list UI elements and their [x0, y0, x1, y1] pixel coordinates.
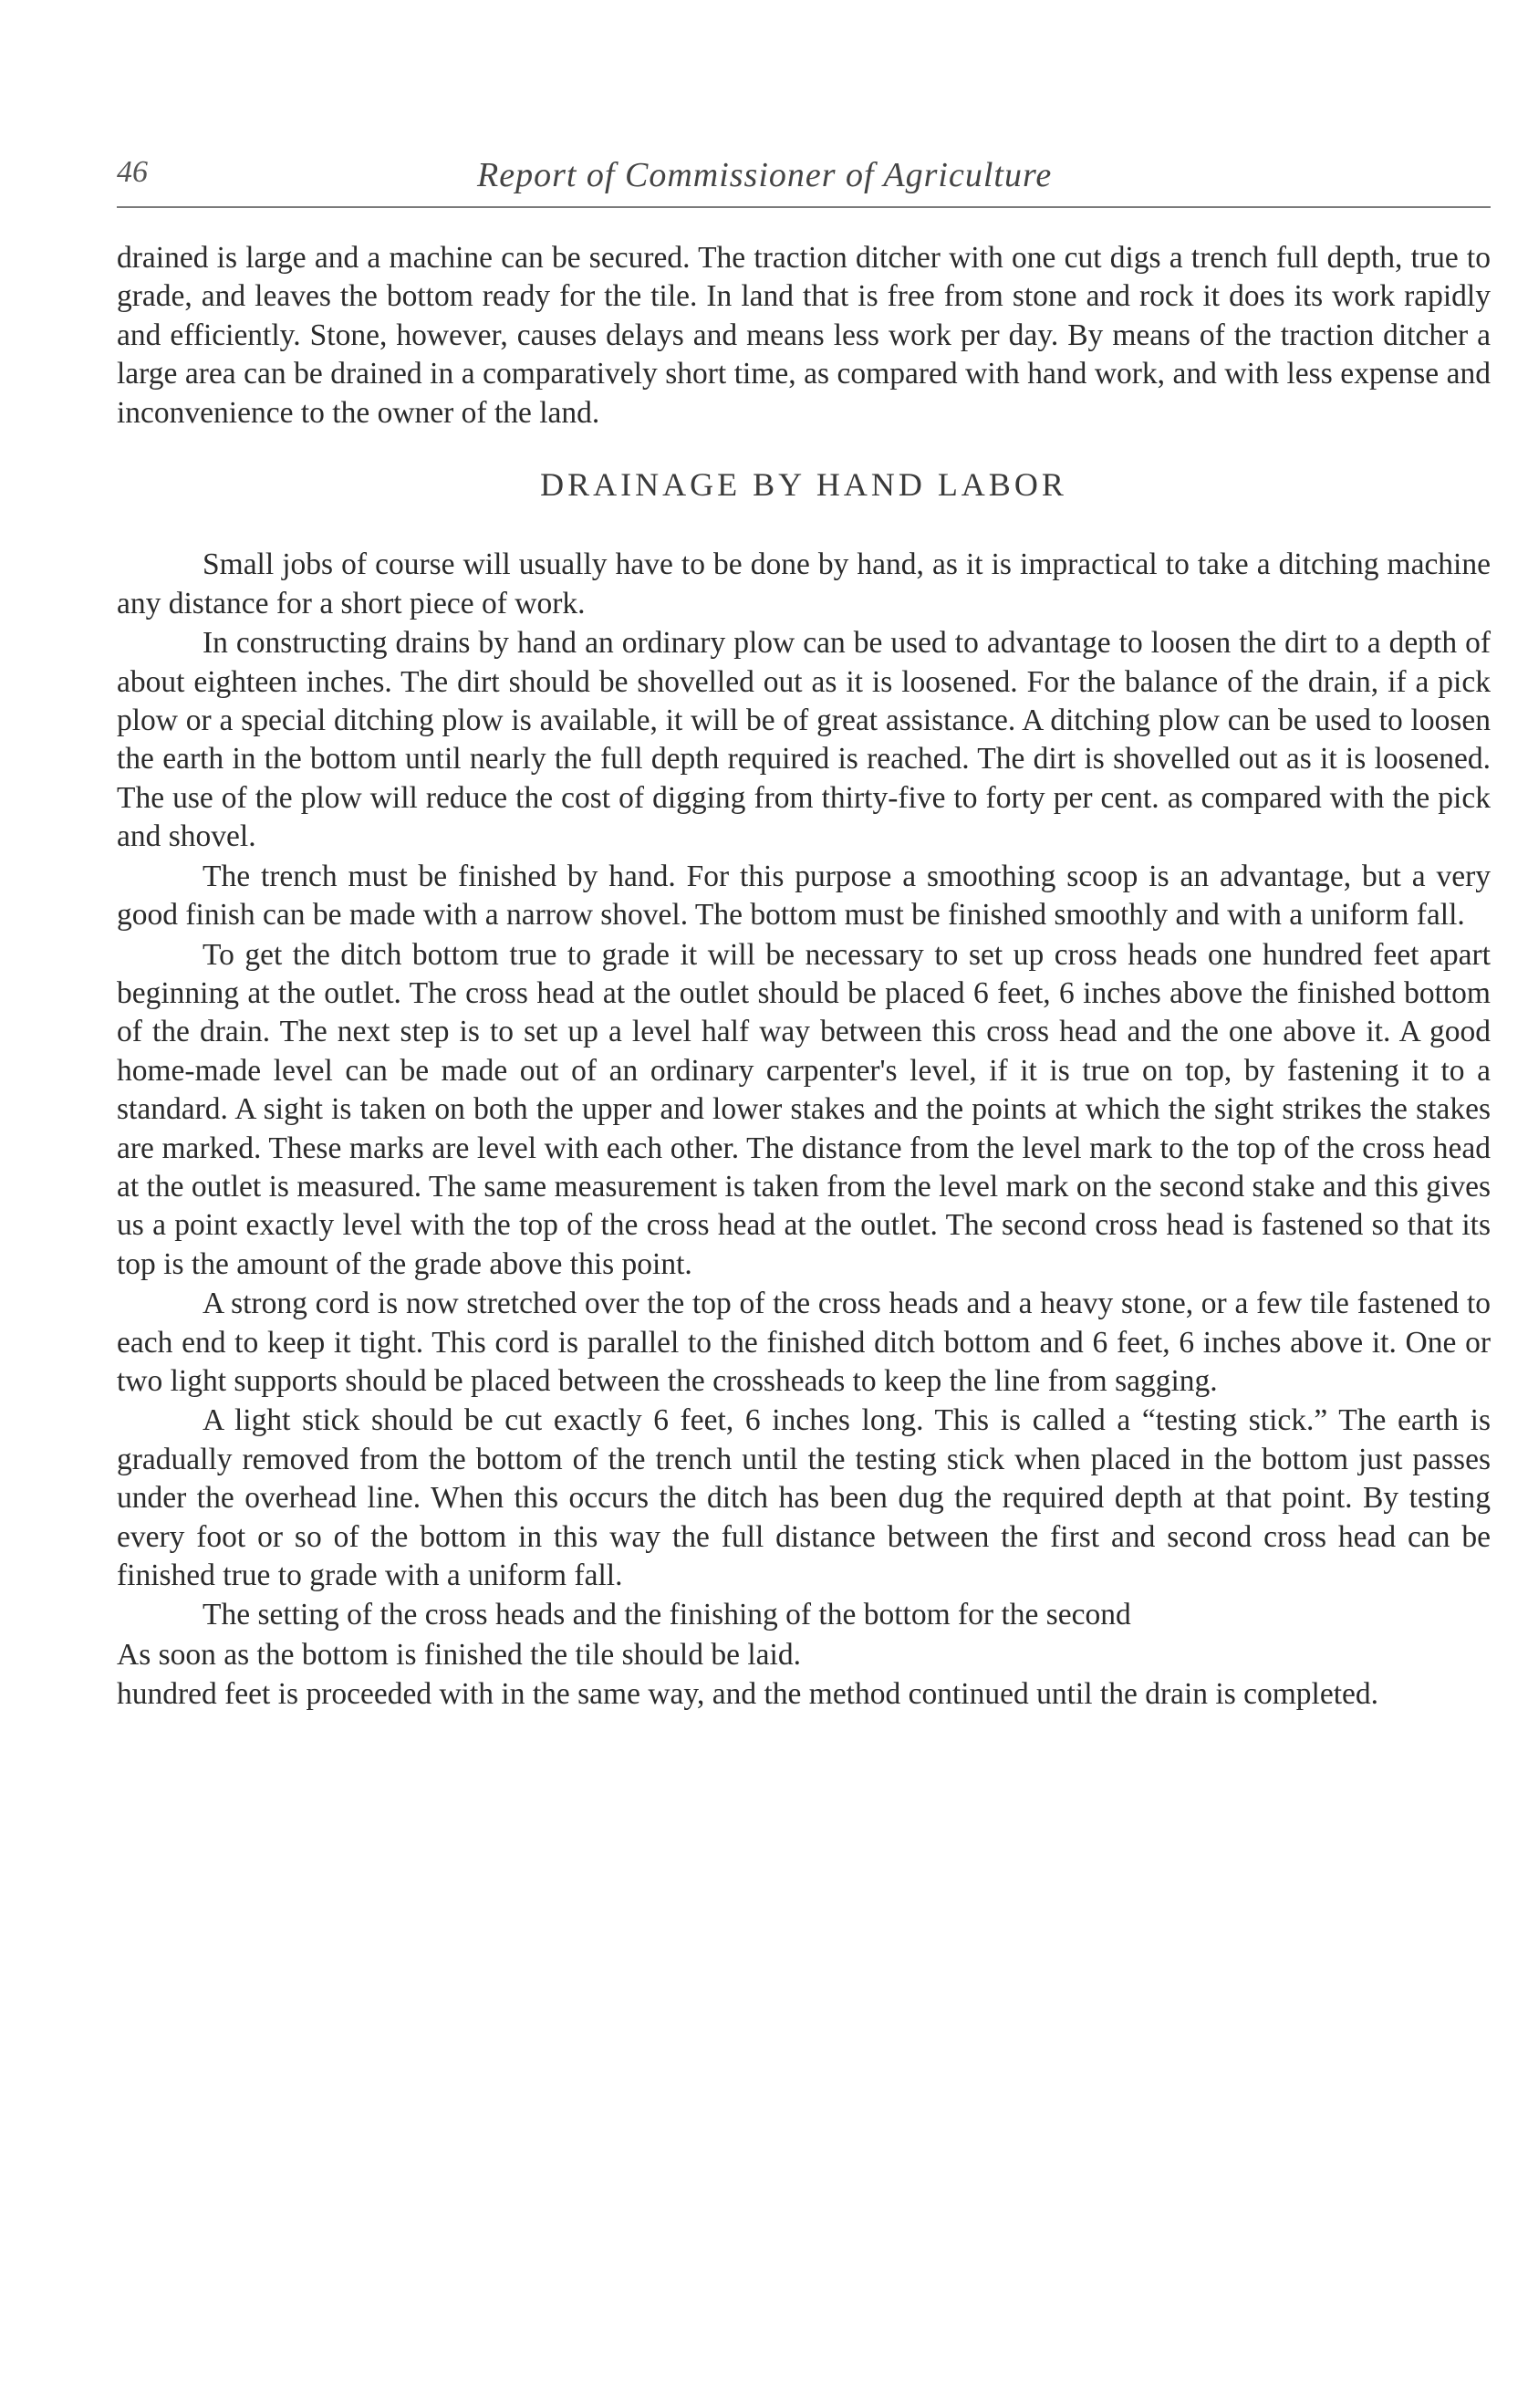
- page-number: 46: [117, 155, 148, 189]
- body-text: [117, 239, 1491, 1715]
- paragraph-misplaced-line: As soon as the bottom is finished the tile should be laid.: [117, 1637, 801, 1672]
- paragraph: In constructing drains by hand an ordinary plow can be used to advantage to loosen the dirt to a depth of about eighteen inches. The dirt should be shovelled out as it is loosened. For the balance of the drain, if a pick plow or a special ditching plow is available, it will be of great assistance. A ditching plow can be used to loosen the earth in the bottom until nearly the full depth required is reached. The dirt is shovelled out as it is loosened. The use of the plow will reduce the cost of digging from thirty-five to forty per cent. as compared with the pick and shovel.: [117, 626, 1491, 854]
- running-header: [117, 155, 1491, 208]
- paragraph: A light stick should be cut exactly 6 feet, 6 inches long. This is called a “testing stick.” The earth is gradually removed from the bottom of the trench until the testing stick when placed in the bottom just passes under the overhead line. When this occurs the ditch has been dug the required depth at that point. By testing every foot or so of the bottom in this way the full distance between the first and second cross head can be finished true to grade with a uniform fall.: [117, 1403, 1491, 1592]
- paragraph: Small jobs of course will usually have to be done by hand, as it is impractical to take a ditching machine any distance for a short piece of work.: [117, 547, 1491, 620]
- paragraph-continued: hundred feet is proceeded with in the same way, and the method continued until the drain is completed.: [117, 1677, 1379, 1712]
- document-page: [117, 155, 1491, 1715]
- running-title: Report of Commissioner of Agriculture: [477, 156, 1053, 194]
- section-heading: DRAINAGE BY HAND LABOR: [540, 466, 1067, 504]
- paragraph: A strong cord is now stretched over the top of the cross heads and a heavy stone, or a few tile fastened to each end to keep it tight. This cord is parallel to the finished ditch bottom and 6 feet, 6 inches above it. One or two light supports should be placed between the crossheads to keep the line from sagging.: [117, 1287, 1491, 1398]
- paragraph: The setting of the cross heads and the finishing of the bottom for the second: [203, 1598, 1131, 1632]
- paragraph: The trench must be finished by hand. For this purpose a smoothing scoop is an advantage, but a very good finish can be made with a narrow shovel. The bottom must be finished smoothly and with a uniform fall.: [117, 859, 1491, 933]
- paragraph-continued: drained is large and a machine can be secured. The traction ditcher with one cut digs a trench full depth, true to grade, and leaves the bottom ready for the tile. In land that is free from stone and rock it does its work rapidly and efficiently. Stone, however, causes delays and means less work per day. By means of the traction ditcher a large area can be drained in a comparatively short time, as compared with hand work, and with less expense and inconvenience to the owner of the land.: [117, 241, 1491, 430]
- paragraph: To get the ditch bottom true to grade it will be necessary to set up cross heads one hundred feet apart beginning at the outlet. The cross head at the outlet should be placed 6 feet, 6 inches above the finished bottom of the drain. The next step is to set up a level half way between this cross head and the one above it. A good home-made level can be made out of an ordinary carpenter's level, if it is true on top, by fastening it to a standard. A sight is taken on both the upper and lower stakes and the points at which the sight strikes the stakes are marked. These marks are level with each other. The distance from the level mark to the top of the cross head at the outlet is measured. The same measurement is taken from the level mark on the second stake and this gives us a point exactly level with the top of the cross head at the outlet. The second cross head is fastened so that its top is the amount of the grade above this point.: [117, 937, 1491, 1281]
